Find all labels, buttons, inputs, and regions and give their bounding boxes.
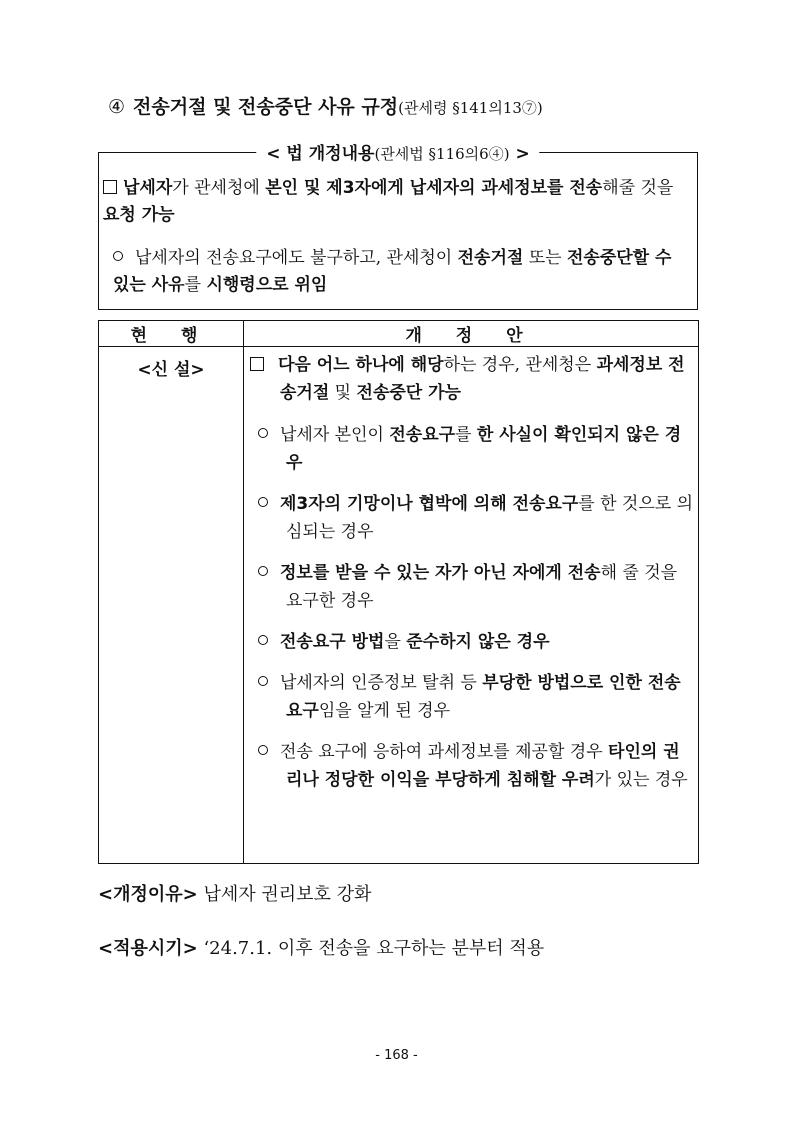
reason-label: <개정이유> xyxy=(98,884,198,905)
current-text: <신 설> xyxy=(137,360,205,380)
section-number: ④ xyxy=(108,96,126,118)
list-item: 제3자의 기망이나 협박에 의해 전송요구를 한 것으로 의심되는 경우 xyxy=(258,490,694,546)
list-item: 정보를 받을 수 있는 자가 아닌 자에게 전송해 줄 것을 요구한 경우 xyxy=(258,559,694,615)
list-item: 납세자 본인이 전송요구를 한 사실이 확인되지 않은 경우 xyxy=(258,421,694,477)
comparison-table xyxy=(98,320,699,864)
section-title: 전송거절 및 전송중단 사유 규정 xyxy=(133,96,399,118)
reason-text: 납세자 권리보호 강화 xyxy=(197,884,372,905)
legal-para-1: 납세자가 관세청에 본인 및 제3자에게 납세자의 과세정보를 전송해줄 것을 요청 가능 xyxy=(103,178,674,225)
legal-para-2: 납세자의 전송요구에도 불구하고, 관세청이 전송거절 또는 전송중단할 수 있는 사유를 시행령으로 위임 xyxy=(113,248,672,295)
current-cell xyxy=(99,347,244,864)
circle-bullet-icon xyxy=(258,676,268,686)
circle-bullet-icon xyxy=(258,635,268,645)
list-item: 전송요구 방법을 준수하지 않은 경우 xyxy=(258,628,694,656)
circle-bullet-icon xyxy=(113,251,123,261)
circle-bullet-icon xyxy=(258,428,268,438)
section-heading xyxy=(108,92,543,119)
list-item: 납세자의 인증정보 탈취 등 부당한 방법으로 인한 전송요구임을 알게 된 경우 xyxy=(258,669,694,725)
legal-amendment-box xyxy=(98,144,698,310)
legal-box-title: < 법 개정내용(관세법 §116의6④) > xyxy=(256,139,539,164)
section-ref: (관세령 §141의13⑦) xyxy=(398,99,543,117)
timing-text: ‘24.7.1. 이후 전송을 요구하는 분부터 적용 xyxy=(197,938,545,959)
square-bullet-icon xyxy=(250,357,264,371)
list-item: 전송 요구에 응하여 과세정보를 제공할 경우 타인의 권리나 정당한 이익을 부당하게 침해할 우려가 있는 경우 xyxy=(258,738,694,794)
header-current: 현 행 xyxy=(99,321,244,347)
timing-label: <적용시기> xyxy=(98,938,198,959)
reason-line xyxy=(98,880,371,906)
proposed-main: 다음 어느 하나에 해당하는 경우, 관세청은 과세정보 전송거절 및 전송중단 가능 xyxy=(244,347,698,407)
page-number: - 168 - xyxy=(375,1048,418,1063)
proposed-cell xyxy=(244,347,699,864)
timing-line xyxy=(98,934,544,960)
square-bullet-icon xyxy=(103,180,117,194)
header-proposed: 개 정 안 xyxy=(244,321,699,347)
proposed-items xyxy=(244,407,698,794)
circle-bullet-icon xyxy=(258,566,268,576)
circle-bullet-icon xyxy=(258,745,268,755)
circle-bullet-icon xyxy=(258,497,268,507)
